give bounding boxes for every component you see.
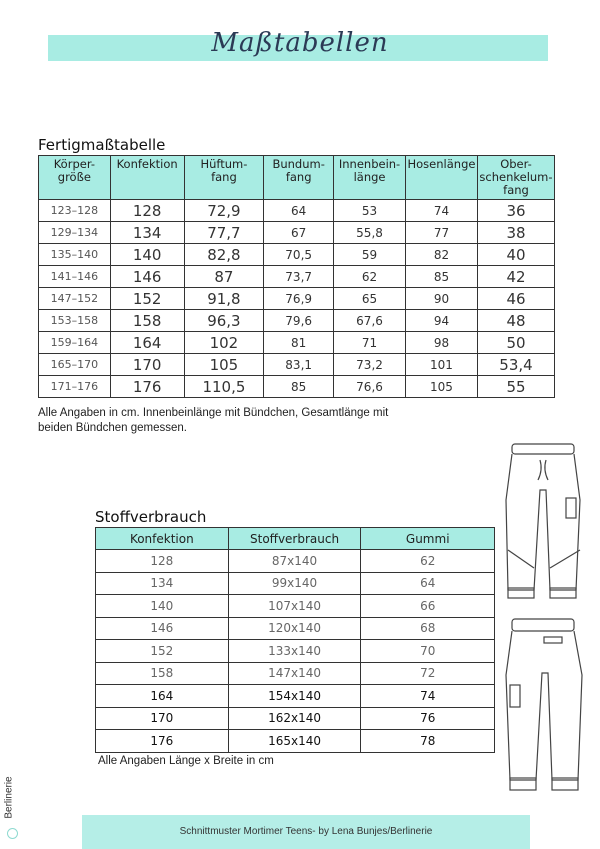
measurement-table-cell: 147–152 bbox=[39, 288, 111, 310]
fabric-table-cell: 64 bbox=[361, 572, 495, 595]
fabric-table-cell: 154x140 bbox=[228, 685, 361, 708]
measurement-table-cell: 40 bbox=[477, 244, 554, 266]
fabric-table-cell: 170 bbox=[96, 707, 229, 730]
measurement-note-line2: beiden Bündchen gemessen. bbox=[38, 422, 187, 434]
fabric-table bbox=[95, 527, 495, 753]
measurement-table-cell: 73,7 bbox=[264, 266, 334, 288]
pants-front-illustration bbox=[500, 440, 590, 610]
measurement-table-cell: 87 bbox=[184, 266, 264, 288]
measurement-table-cell: 176 bbox=[110, 376, 184, 398]
fabric-table-cell: 165x140 bbox=[228, 730, 361, 753]
fabric-table-cell: 68 bbox=[361, 617, 495, 640]
measurement-table-header-cell: Ober- schenkelum- fang bbox=[477, 156, 554, 200]
footer-text: Schnittmuster Mortimer Teens- by Lena Bunjes/Berlinerie bbox=[179, 826, 433, 837]
measurement-table-cell: 171–176 bbox=[39, 376, 111, 398]
measurement-table-cell: 48 bbox=[477, 310, 554, 332]
measurement-note bbox=[38, 406, 388, 436]
measurement-table-cell: 105 bbox=[184, 354, 264, 376]
measurement-table-header-cell: Bundum- fang bbox=[264, 156, 334, 200]
measurement-table-cell: 135–140 bbox=[39, 244, 111, 266]
fabric-table-header-cell: Gummi bbox=[361, 528, 495, 550]
brand-name: Berlinerie bbox=[3, 776, 15, 819]
measurement-table-cell: 98 bbox=[405, 332, 477, 354]
measurement-table-cell: 53 bbox=[334, 200, 406, 222]
fabric-table-row bbox=[96, 640, 495, 663]
fabric-table-cell: 66 bbox=[361, 595, 495, 618]
measurement-table-cell: 70,5 bbox=[264, 244, 334, 266]
fabric-table-cell: 87x140 bbox=[228, 550, 361, 573]
measurement-table-cell: 141–146 bbox=[39, 266, 111, 288]
fabric-table-cell: 140 bbox=[96, 595, 229, 618]
measurement-table-cell: 128 bbox=[110, 200, 184, 222]
fabric-table-cell: 120x140 bbox=[228, 617, 361, 640]
measurement-table-row bbox=[39, 266, 555, 288]
fabric-table-cell: 134 bbox=[96, 572, 229, 595]
measurement-table-cell: 101 bbox=[405, 354, 477, 376]
fabric-table-cell: 128 bbox=[96, 550, 229, 573]
measurement-table-cell: 81 bbox=[264, 332, 334, 354]
measurement-table-cell: 67 bbox=[264, 222, 334, 244]
fabric-table-cell: 133x140 bbox=[228, 640, 361, 663]
measurement-table-row bbox=[39, 310, 555, 332]
measurement-table-cell: 91,8 bbox=[184, 288, 264, 310]
measurement-table-cell: 74 bbox=[405, 200, 477, 222]
fabric-table-cell: 176 bbox=[96, 730, 229, 753]
measurement-table-cell: 76,9 bbox=[264, 288, 334, 310]
fabric-table-cell: 107x140 bbox=[228, 595, 361, 618]
measurement-table-cell: 65 bbox=[334, 288, 406, 310]
measurement-table-cell: 165–170 bbox=[39, 354, 111, 376]
fabric-table-cell: 164 bbox=[96, 685, 229, 708]
fabric-table-row bbox=[96, 662, 495, 685]
measurement-table-row bbox=[39, 288, 555, 310]
measurement-table-cell: 129–134 bbox=[39, 222, 111, 244]
measurement-table-cell: 55 bbox=[477, 376, 554, 398]
measurement-table-header-cell: Innenbein- länge bbox=[334, 156, 406, 200]
measurement-table-cell: 67,6 bbox=[334, 310, 406, 332]
measurement-table-row bbox=[39, 376, 555, 398]
measurement-table-cell: 90 bbox=[405, 288, 477, 310]
brand-logo-icon bbox=[7, 828, 18, 839]
fabric-table-cell: 72 bbox=[361, 662, 495, 685]
measurement-table-cell: 53,4 bbox=[477, 354, 554, 376]
measurement-table-header-cell: Konfektion bbox=[110, 156, 184, 200]
measurement-table-title: Fertigmaßtabelle bbox=[38, 136, 166, 154]
measurement-table-row bbox=[39, 244, 555, 266]
measurement-table-cell: 59 bbox=[334, 244, 406, 266]
measurement-table-header-cell: Hosenlänge bbox=[405, 156, 477, 200]
measurement-table-cell: 38 bbox=[477, 222, 554, 244]
fabric-table-cell: 78 bbox=[361, 730, 495, 753]
measurement-table-row bbox=[39, 332, 555, 354]
measurement-table-cell: 83,1 bbox=[264, 354, 334, 376]
measurement-table-cell: 50 bbox=[477, 332, 554, 354]
measurement-table-header-cell: Körper- größe bbox=[39, 156, 111, 200]
fabric-table-cell: 162x140 bbox=[228, 707, 361, 730]
fabric-table-cell: 76 bbox=[361, 707, 495, 730]
measurement-table-header-cell: Hüftum- fang bbox=[184, 156, 264, 200]
measurement-table-cell: 64 bbox=[264, 200, 334, 222]
measurement-table-cell: 77 bbox=[405, 222, 477, 244]
measurement-table-cell: 159–164 bbox=[39, 332, 111, 354]
measurement-table-cell: 134 bbox=[110, 222, 184, 244]
measurement-table-cell: 164 bbox=[110, 332, 184, 354]
fabric-table-row bbox=[96, 595, 495, 618]
measurement-table-cell: 62 bbox=[334, 266, 406, 288]
measurement-table-cell: 123–128 bbox=[39, 200, 111, 222]
fabric-table-header bbox=[96, 528, 495, 550]
measurement-table-cell: 76,6 bbox=[334, 376, 406, 398]
fabric-table-row bbox=[96, 685, 495, 708]
measurement-table-row bbox=[39, 354, 555, 376]
fabric-table-title: Stoffverbrauch bbox=[95, 508, 207, 526]
measurement-table-cell: 170 bbox=[110, 354, 184, 376]
measurement-table-cell: 82,8 bbox=[184, 244, 264, 266]
fabric-table-header-cell: Konfektion bbox=[96, 528, 229, 550]
measurement-table-row bbox=[39, 222, 555, 244]
measurement-table-cell: 55,8 bbox=[334, 222, 406, 244]
measurement-table-cell: 152 bbox=[110, 288, 184, 310]
measurement-table-cell: 102 bbox=[184, 332, 264, 354]
measurement-note-line1: Alle Angaben in cm. Innenbeinlänge mit Bündchen, Gesamtlänge mit bbox=[38, 407, 389, 419]
measurement-table-cell: 85 bbox=[405, 266, 477, 288]
fabric-table-row bbox=[96, 730, 495, 753]
measurement-table-header bbox=[39, 156, 555, 200]
measurement-table-cell: 36 bbox=[477, 200, 554, 222]
measurement-table-cell: 105 bbox=[405, 376, 477, 398]
fabric-table-cell: 62 bbox=[361, 550, 495, 573]
fabric-table-cell: 146 bbox=[96, 617, 229, 640]
measurement-table-cell: 73,2 bbox=[334, 354, 406, 376]
measurement-table-cell: 140 bbox=[110, 244, 184, 266]
measurement-table-cell: 42 bbox=[477, 266, 554, 288]
fabric-table-cell: 74 bbox=[361, 685, 495, 708]
fabric-table-cell: 99x140 bbox=[228, 572, 361, 595]
measurement-table-cell: 94 bbox=[405, 310, 477, 332]
measurement-table-cell: 153–158 bbox=[39, 310, 111, 332]
fabric-table-header-cell: Stoffverbrauch bbox=[228, 528, 361, 550]
measurement-table-cell: 110,5 bbox=[184, 376, 264, 398]
measurement-table-cell: 96,3 bbox=[184, 310, 264, 332]
fabric-table-row bbox=[96, 572, 495, 595]
pants-back-illustration bbox=[500, 615, 590, 800]
measurement-table-cell: 72,9 bbox=[184, 200, 264, 222]
measurement-table-cell: 71 bbox=[334, 332, 406, 354]
measurement-table bbox=[38, 155, 555, 398]
measurement-table-cell: 146 bbox=[110, 266, 184, 288]
fabric-table-cell: 158 bbox=[96, 662, 229, 685]
fabric-table-row bbox=[96, 617, 495, 640]
measurement-table-cell: 85 bbox=[264, 376, 334, 398]
measurement-table-cell: 77,7 bbox=[184, 222, 264, 244]
fabric-table-row bbox=[96, 707, 495, 730]
page-title: Maßtabellen bbox=[211, 28, 389, 58]
measurement-table-cell: 79,6 bbox=[264, 310, 334, 332]
measurement-table-cell: 158 bbox=[110, 310, 184, 332]
measurement-table-row bbox=[39, 200, 555, 222]
measurement-table-cell: 82 bbox=[405, 244, 477, 266]
fabric-table-cell: 70 bbox=[361, 640, 495, 663]
fabric-note: Alle Angaben Länge x Breite in cm bbox=[98, 755, 274, 767]
fabric-table-cell: 147x140 bbox=[228, 662, 361, 685]
fabric-table-row bbox=[96, 550, 495, 573]
measurement-table-cell: 46 bbox=[477, 288, 554, 310]
fabric-table-cell: 152 bbox=[96, 640, 229, 663]
